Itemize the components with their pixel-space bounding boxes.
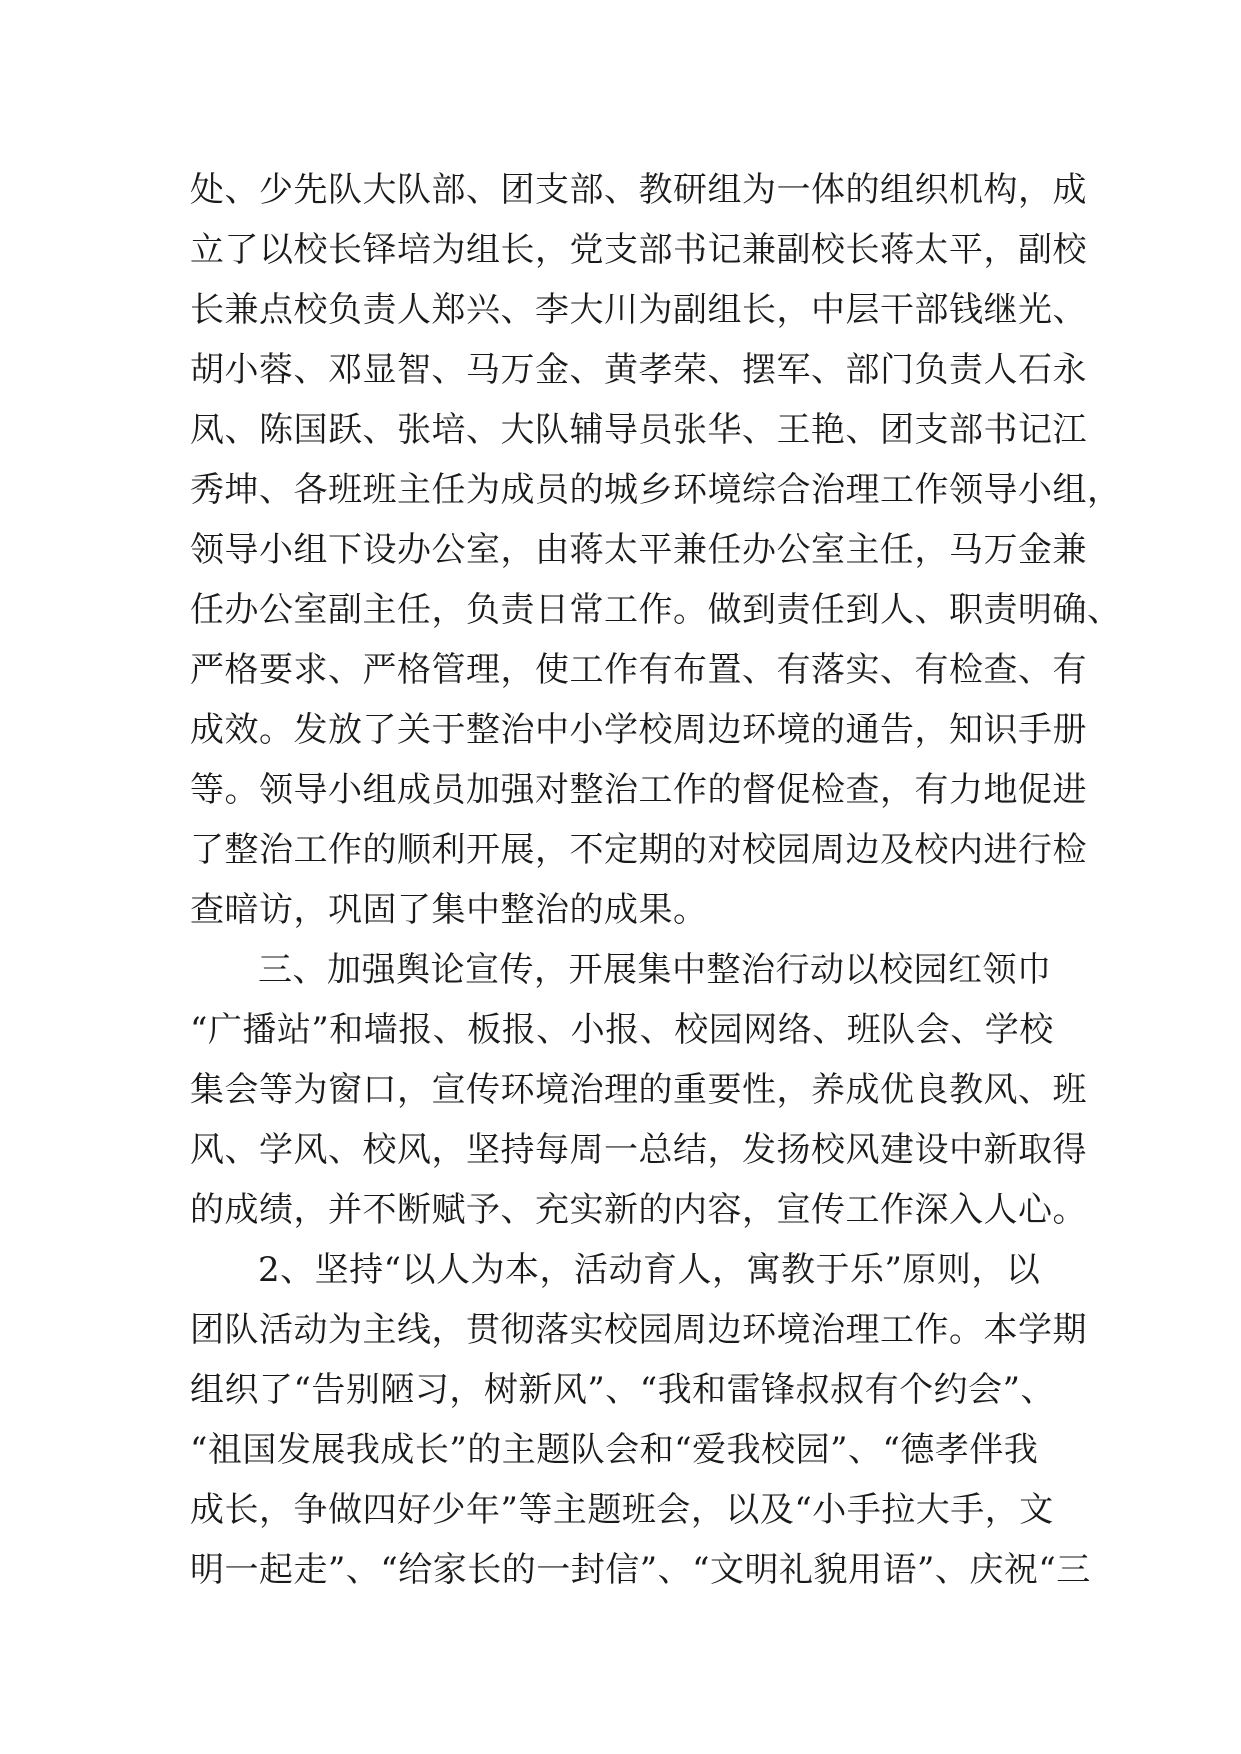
paragraph-start-line: 2、坚持“以人为本，活动育人，寓教于乐”原则，以: [258, 1250, 1041, 1290]
text-line: 团队活动为主线，贯彻落实校园周边环境治理工作。本学期: [190, 1310, 1087, 1350]
text-line: “广播站”和墙报、板报、小报、校园网络、班队会、学校: [190, 1010, 1054, 1050]
text-line: 领导小组下设办公室，由蒋太平兼任办公室主任，马万金兼: [190, 530, 1087, 570]
text-line: 风、学风、校风，坚持每周一总结，发扬校风建设中新取得: [190, 1130, 1087, 1170]
text-line: 严格要求、严格管理，使工作有布置、有落实、有检查、有: [190, 650, 1087, 690]
text-line: 了整治工作的顺利开展，不定期的对校园周边及校内进行检: [190, 830, 1087, 870]
text-line: 胡小蓉、邓显智、马万金、黄孝荣、摆军、部门负责人石永: [190, 350, 1087, 390]
text-line: 立了以校长铎培为组长，党支部书记兼副校长蒋太平，副校: [190, 230, 1087, 270]
body-text: [190, 160, 1122, 1600]
text-line: 成长，争做四好少年”等主题班会，以及“小手拉大手，文: [190, 1490, 1054, 1530]
text-line: 秀坤、各班班主任为成员的城乡环境综合治理工作领导小组，: [190, 470, 1122, 510]
text-line: 等。领导小组成员加强对整治工作的督促检查，有力地促进: [190, 770, 1087, 810]
text-line: 成效。发放了关于整治中小学校周边环境的通告，知识手册: [190, 710, 1087, 750]
paragraph-start-line: 三、加强舆论宣传，开展集中整治行动以校园红领巾: [258, 950, 1052, 990]
text-line: 任办公室副主任，负责日常工作。做到责任到人、职责明确、: [190, 590, 1122, 630]
text-line: 处、少先队大队部、团支部、教研组为一体的组织机构，成: [190, 170, 1087, 210]
text-line: 组织了“告别陋习，树新风”、“我和雷锋叔叔有个约会”、: [190, 1370, 1056, 1410]
text-line: 明一起走”、“给家长的一封信”、“文明礼貌用语”、庆祝“三: [190, 1550, 1091, 1590]
text-line: 集会等为窗口，宣传环境治理的重要性，养成优良教风、班: [190, 1070, 1087, 1110]
text-line: 的成绩，并不断赋予、充实新的内容，宣传工作深入人心。: [190, 1190, 1087, 1230]
text-line: 凤、陈国跃、张培、大队辅导员张华、王艳、团支部书记江: [190, 410, 1087, 450]
text-line: 长兼点校负责人郑兴、李大川为副组长，中层干部钱继光、: [190, 290, 1087, 330]
text-line: 查暗访，巩固了集中整治的成果。: [190, 890, 708, 930]
text-line: “祖国发展我成长”的主题队会和“爱我校园”、“德孝伴我: [190, 1430, 1039, 1470]
